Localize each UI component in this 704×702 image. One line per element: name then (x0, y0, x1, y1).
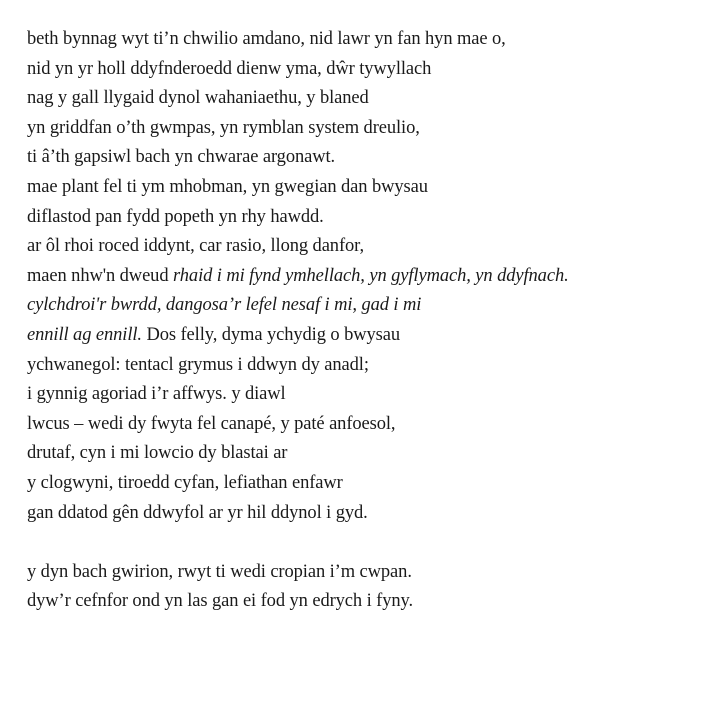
poem-line: ychwanegol: tentacl grymus i ddwyn dy anadl; (27, 354, 369, 375)
poem-line: ar ôl rhoi roced iddynt, car rasio, llong danfor, (27, 236, 365, 257)
poem-line: dyw’r cefnfor ond yn las gan ei fod yn edrych i fyny. (27, 591, 413, 612)
poem-line: mae plant fel ti ym mhobman, yn gwegian dan bwysau (27, 176, 428, 197)
poem-line (27, 291, 569, 321)
italic-quote: rhaid i mi fynd ymhellach, yn gyflymach, yn ddyfnach. (173, 265, 569, 286)
stanza-break (27, 528, 569, 558)
poem-line: ti â’th gapsiwl bach yn chwarae argonawt. (27, 147, 336, 168)
roman-text: maen nhw'n dweud (27, 265, 174, 286)
poem-line (27, 321, 569, 351)
italic-quote: cylchdroi'r bwrdd, dangosa’r lefel nesaf i mi, gad i mi (27, 295, 422, 316)
poem-line: nid yn yr holl ddyfnderoedd dienw yma, dŵr tywyllach (27, 58, 432, 79)
poem-line: yn griddfan o’th gwmpas, yn rymblan system dreulio, (27, 117, 420, 138)
poem-line: lwcus – wedi dy fwyta fel canapé, y paté anfoesol, (27, 413, 396, 434)
poem-line: y clogwyni, tiroedd cyfan, lefiathan enfawr (27, 472, 343, 493)
poem-line: nag y gall llygaid dynol wahaniaethu, y blaned (27, 88, 369, 109)
poem-line (27, 262, 569, 292)
poem-line: drutaf, cyn i mi lowcio dy blastai ar (27, 443, 288, 464)
poem-line: diflastod pan fydd popeth yn rhy hawdd. (27, 206, 324, 227)
poem-line: beth bynnag wyt ti’n chwilio amdano, nid lawr yn fan hyn mae o, (27, 29, 506, 49)
poem (27, 25, 569, 617)
poem-line: i gynnig agoriad i’r affwys. y diawl (27, 384, 286, 405)
roman-text: Dos felly, dyma ychydig o bwysau (141, 324, 400, 345)
poem-line: gan ddatod gên ddwyfol ar yr hil ddynol i gyd. (27, 502, 368, 523)
poem-line: y dyn bach gwirion, rwyt ti wedi cropian i’m cwpan. (27, 561, 412, 582)
italic-quote: ennill ag ennill. (27, 324, 142, 345)
